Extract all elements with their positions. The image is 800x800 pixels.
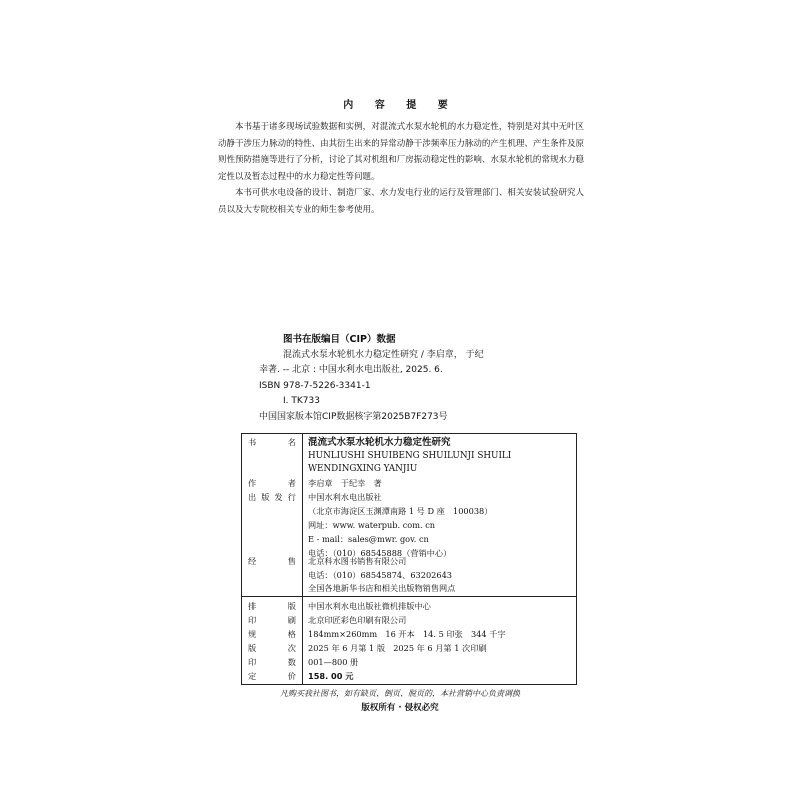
label-char: 作 (248, 478, 257, 488)
label-char: 印 (248, 615, 257, 625)
cip-line: Ⅰ. TK733 (283, 396, 320, 406)
label-char: 书 (248, 437, 257, 447)
table-row (242, 582, 576, 595)
label-char: 出 (248, 492, 257, 502)
publisher-address: （北京市海淀区玉渊潭南路 1 号 D 座 100038） (308, 506, 493, 516)
table-row (242, 533, 576, 546)
copyright-notice: 版权所有 · 侵权必究 (361, 703, 439, 713)
label-char: 规 (248, 629, 257, 639)
label-char: 刷 (287, 615, 296, 625)
field-label (248, 477, 296, 490)
table-row (242, 450, 576, 463)
field-label (248, 555, 296, 568)
cip-line: 幸著. -- 北京 : 中国水利水电出版社, 2025. 6. (259, 365, 443, 375)
table-row (242, 477, 576, 490)
label-char: 版 (287, 601, 296, 611)
field-label (248, 628, 296, 641)
label-char: 次 (287, 643, 296, 653)
label-char: 版 (248, 643, 257, 653)
label-char: 数 (287, 657, 296, 667)
field-label (248, 614, 296, 627)
table-row (242, 519, 576, 532)
field-label (248, 656, 296, 669)
table-row (242, 600, 576, 613)
label-char: 发 (274, 492, 283, 502)
printer: 北京印匠彩色印刷有限公司 (308, 615, 407, 625)
table-divider-horizontal (242, 596, 576, 597)
publisher-phone: 电话：（010）68545888（营销中心） (308, 548, 452, 558)
cip-line: 混流式水泵水轮机水力稳定性研究 / 李启章， 于纪 (283, 349, 484, 360)
typesetting: 中国水利水电出版社微机排版中心 (308, 601, 431, 611)
book-title-pinyin: WENDINGXING YANJIU (308, 464, 418, 474)
book-title: 混流式水泵水轮机水力稳定性研究 (308, 437, 451, 448)
label-char: 格 (287, 629, 296, 639)
field-label (248, 670, 296, 683)
price: 158. 00 元 (308, 671, 354, 681)
cip-data-block (259, 332, 579, 425)
field-label (248, 491, 296, 504)
print-run: 001—800 册 (308, 657, 359, 667)
publisher-email: E - mail：sales@mwr. gov. cn (308, 534, 429, 544)
field-label (248, 436, 296, 449)
table-row (242, 555, 576, 568)
table-row (242, 656, 576, 669)
publisher-website: 网址：www. waterpub. com. cn (308, 520, 436, 530)
abstract-paragraph: 本书可供水电设备的设计、制造厂家、水力发电行业的运行及管理部门、相关安装试验研究人员以及大专院校相关专业的师生参考使用。 (218, 188, 584, 215)
publisher: 中国水利水电出版社 (308, 492, 382, 502)
authors: 李启章 于纪幸 著 (308, 478, 382, 488)
field-label (248, 600, 296, 613)
cip-heading: 图书在版编目（CIP）数据 (283, 334, 396, 345)
abstract-paragraph: 本书基于诸多现场试验数据和实例，对混流式水泵水轮机的水力稳定性，特别是对其中无叶区动静干涉压力脉动的特性、由其衍生出来的异常动静干涉频率压力脉动的产生机理、产生条件及原则性预防措施等进行了分析，讨论了其对机组和厂房振动稳定性的影响、水泵水轮机的常规水力稳定性以及暂态过程中的水力稳定性等问题。 (218, 122, 584, 182)
distributor-phone: 电话：（010）68545874、63202643 (308, 570, 452, 580)
specifications: 184mm×260mm 16 开本 14. 5 印张 344 千字 (308, 629, 506, 639)
cip-line: ISBN 978-7-5226-3341-1 (259, 380, 371, 391)
distributor: 北京科水图书销售有限公司 (308, 556, 407, 566)
table-row (242, 505, 576, 518)
edition: 2025 年 6 月第 1 版 2025 年 6 月第 1 次印刷 (308, 643, 487, 653)
publication-info-table (241, 433, 577, 685)
table-row (242, 569, 576, 582)
table-row (242, 614, 576, 627)
label-char: 行 (287, 492, 296, 502)
label-char: 排 (248, 601, 257, 611)
label-char: 售 (287, 556, 296, 566)
table-row (242, 436, 576, 449)
table-row (242, 463, 576, 476)
abstract-body (218, 119, 584, 218)
table-row (242, 670, 576, 683)
table-row (242, 491, 576, 504)
distribution-network: 全国各地新华书店和相关出版物销售网点 (308, 583, 456, 593)
book-title-pinyin: HUNLIUSHI SHUIBENG SHUILUNJI SHUILI (308, 451, 512, 461)
cip-line: 中国国家版本馆CIP数据核字第2025B7F273号 (259, 411, 448, 422)
label-char: 者 (287, 478, 296, 488)
abstract-heading: 内 容 提 要 (343, 100, 457, 111)
replacement-notice: 凡购买我社图书，如有缺页、倒页、脱页的，本社营销中心负责调换 (280, 689, 520, 698)
table-row (242, 642, 576, 655)
label-char: 印 (248, 657, 257, 667)
label-char: 定 (248, 671, 257, 681)
field-label (248, 642, 296, 655)
label-char: 名 (287, 437, 296, 447)
label-char: 经 (248, 556, 257, 566)
table-row (242, 628, 576, 641)
label-char: 版 (261, 492, 270, 502)
label-char: 价 (287, 671, 296, 681)
